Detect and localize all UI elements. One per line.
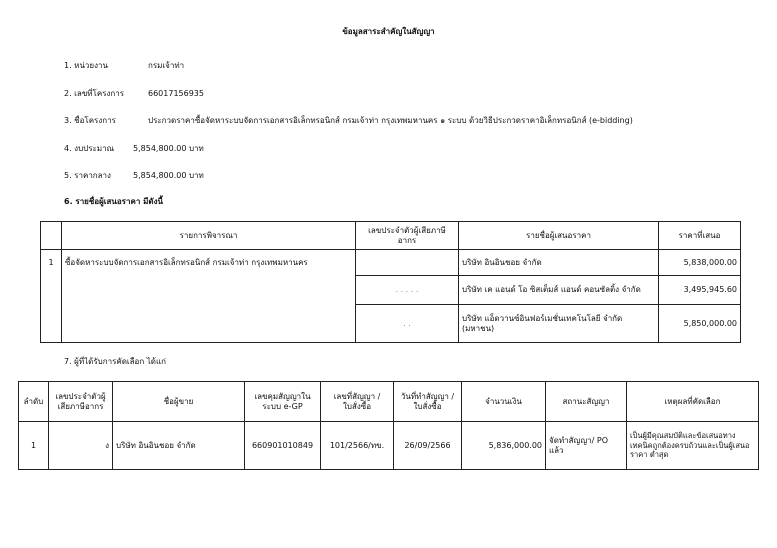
selected-table [18,381,759,470]
selected-contract-no: 101/2566/ทข. [321,422,394,470]
field-median-price-label: 5. ราคากลาง [64,171,111,180]
table-row [19,422,759,470]
selected-no: 1 [19,422,49,470]
field-project-name-label: 3. ชื่อโครงการ [64,116,116,125]
selected-header-date: วันที่ทำสัญญา / ใบสั่งซื้อ [394,382,462,422]
bidders-row-no: 1 [41,250,62,343]
selected-header-vendor: ชื่อผู้ขาย [113,382,245,422]
bid-name: บริษัท อินอินชอย จำกัด [459,250,659,276]
selected-vendor: บริษัท อินอินชอย จำกัด [113,422,245,470]
bid-tax-id: . . [356,305,459,343]
selected-amount: 5,836,000.00 [462,422,546,470]
bid-name: บริษัท เค แอนด์ โอ ซิสเต็มส์ แอนด์ คอนซัลติ้ง จำกัด [459,276,659,305]
selected-header-reason: เหตุผลที่คัดเลือก [627,382,759,422]
field-project-name-value: ประกวดราคาซื้อจัดหาระบบจัดการเอกสารอิเล็กทรอนิกส์ กรมเจ้าท่า กรุงเทพมหานคร ๑ ระบบ ด้วยวิธีประกวดราคาอิเล็กทรอนิกส์ (e-bidding) [148,116,633,125]
selected-tax-id: ง [49,422,113,470]
selected-egp-no: 660901010849 [245,422,321,470]
bid-name: บริษัท แอ็ดวานซ์อินฟอร์เมชั่นเทคโนโลยี จำกัด (มหาชน) [459,305,659,343]
bidders-table [40,221,741,343]
selected-header-egp-no: เลขคุมสัญญาในระบบ e-GP [245,382,321,422]
selected-status: จัดทำสัญญา/ PO แล้ว [546,422,627,470]
bid-tax-id [356,250,459,276]
bidders-header-tax-id: เลขประจำตัวผู้เสียภาษีอากร [356,222,459,250]
bidders-header-price: ราคาที่เสนอ [659,222,741,250]
bid-price: 3,495,945.60 [659,276,741,305]
bid-price: 5,838,000.00 [659,250,741,276]
field-project-no-label: 2. เลขที่โครงการ [64,89,125,98]
selected-date: 26/09/2566 [394,422,462,470]
selected-reason: เป็นผู้มีคุณสมบัติและข้อเสนอทางเทคนิคถูกต้องครบถ้วนและเป็นผู้เสนอราคา ต่ำสุด [627,422,759,470]
bidders-heading: 6. รายชื่อผู้เสนอราคา มีดังนี้ [64,197,163,206]
selected-header-tax-id: เลขประจำตัวผู้เสียภาษีอากร [49,382,113,422]
bidders-header-name: รายชื่อผู้เสนอราคา [459,222,659,250]
selected-header-amount: จำนวนเงิน [462,382,546,422]
selected-header-status: สถานะสัญญา [546,382,627,422]
field-median-price-value: 5,854,800.00 บาท [133,171,204,180]
table-row [41,250,741,276]
field-agency-value: กรมเจ้าท่า [148,61,185,70]
field-agency-label: 1. หน่วยงาน [64,61,108,70]
document-title: ข้อมูลสาระสำคัญในสัญญา [342,27,435,36]
bid-price: 5,850,000.00 [659,305,741,343]
selected-heading: 7. ผู้ที่ได้รับการคัดเลือก ได้แก่ [64,357,166,366]
selected-header-contract-no: เลขที่สัญญา / ใบสั่งซื้อ [321,382,394,422]
field-budget-value: 5,854,800.00 บาท [133,144,204,153]
field-budget-label: 4. งบประมาณ [64,144,115,153]
selected-header-no: ลำดับ [19,382,49,422]
bidders-header-no [41,222,62,250]
bidders-header-item: รายการพิจารณา [62,222,356,250]
field-project-no-value: 66017156935 [148,89,204,98]
bidders-item: ซื้อจัดหาระบบจัดการเอกสารอิเล็กทรอนิกส์ กรมเจ้าท่า กรุงเทพมหานคร [62,250,356,343]
bid-tax-id: . . . . . [356,276,459,305]
